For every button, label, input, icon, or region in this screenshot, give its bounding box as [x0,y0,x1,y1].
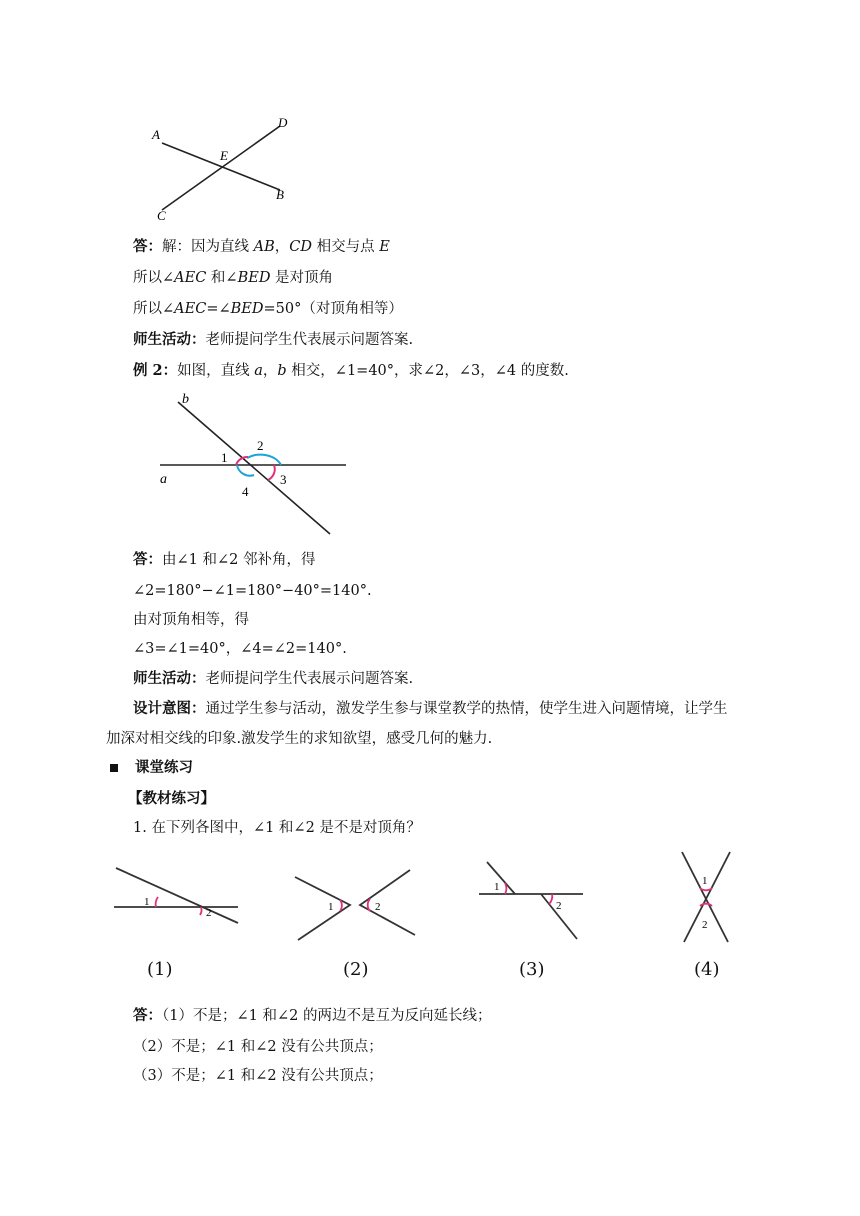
label-D: D [278,115,288,130]
figure-lines-a-b-angles [150,388,360,540]
exercise-figure-2 [290,865,420,943]
label-C: C [157,208,166,223]
fig1-label-2: 2 [206,907,212,919]
label-E: E [220,148,228,163]
label-angle-3: 3 [280,472,287,487]
label-angle-2: 2 [257,438,264,453]
label-angle-1: 1 [221,450,228,465]
section-bullet [110,764,118,772]
caption-3: (3) [519,959,545,980]
exercise-figure-1 [108,860,243,930]
answer-2-line-2: ∠2=180°−∠1=180°−40°=140°. [133,583,372,599]
answer-2-line-1: 答：由∠1 和∠2 邻补角，得 [133,551,316,568]
fig1-label-1: 1 [144,896,150,908]
teacher-activity-2: 师生活动：老师提问学生代表展示问题答案. [133,670,414,687]
exercise-figure-4 [675,848,739,946]
fig3-label-1: 1 [494,881,500,893]
label-B: B [276,187,284,202]
example-2-prompt: 例 2：如图，直线 a，b 相交，∠1=40°，求∠2，∠3，∠4 的度数. [133,362,569,379]
answer-1-line-3: 所以∠AEC=∠BED=50°（对顶角相等） [133,301,403,317]
angle-3-arc [268,465,275,480]
caption-2: (2) [343,959,369,980]
answer-3-line-3: （3）不是；∠1 和∠2 没有公共顶点； [133,1068,383,1084]
textbook-exercise-title: 【教材练习】 [128,790,215,807]
answer-2-line-3: 由对顶角相等，得 [133,612,249,628]
fig2-label-1: 1 [328,901,334,913]
label-A: A [152,127,160,142]
label-a: a [160,472,167,487]
fig4-label-1: 1 [702,875,708,887]
answer-1-line-2: 所以∠AEC 和∠BED 是对顶角 [133,270,334,286]
answer-3-line-2: （2）不是；∠1 和∠2 没有公共顶点； [133,1039,383,1055]
design-intent-line-2: 加深对相交线的印象.激发学生的求知欲望，感受几何的魅力. [106,731,493,747]
label-angle-4: 4 [242,484,249,499]
caption-1: (1) [147,959,173,980]
design-intent-line-1: 设计意图：通过学生参与活动，激发学生参与课堂教学的热情，使学生进入问题情境，让学生 [133,700,728,717]
fig4-label-2: 2 [702,919,708,931]
section-title: 课堂练习 [135,759,193,776]
caption-4: (4) [694,959,720,980]
teacher-activity-1: 师生活动：老师提问学生代表展示问题答案. [133,331,414,348]
exercise-figure-3 [475,858,587,942]
answer-3-line-1: 答：（1）不是；∠1 和∠2 的两边不是互为反向延长线； [133,1007,492,1024]
label-b: b [182,392,189,407]
figure-intersecting-lines-ab-cd [140,108,310,226]
angle-2-arc [247,455,281,465]
answer-2-line-4: ∠3=∠1=40°，∠4=∠2=140°. [133,641,347,657]
answer-1-line-1: 答：解：因为直线 AB，CD 相交与点 E [133,238,390,255]
fig2-label-2: 2 [375,901,381,913]
fig3-label-2: 2 [556,900,562,912]
question-1: 1. 在下列各图中，∠1 和∠2 是不是对顶角？ [133,820,421,836]
